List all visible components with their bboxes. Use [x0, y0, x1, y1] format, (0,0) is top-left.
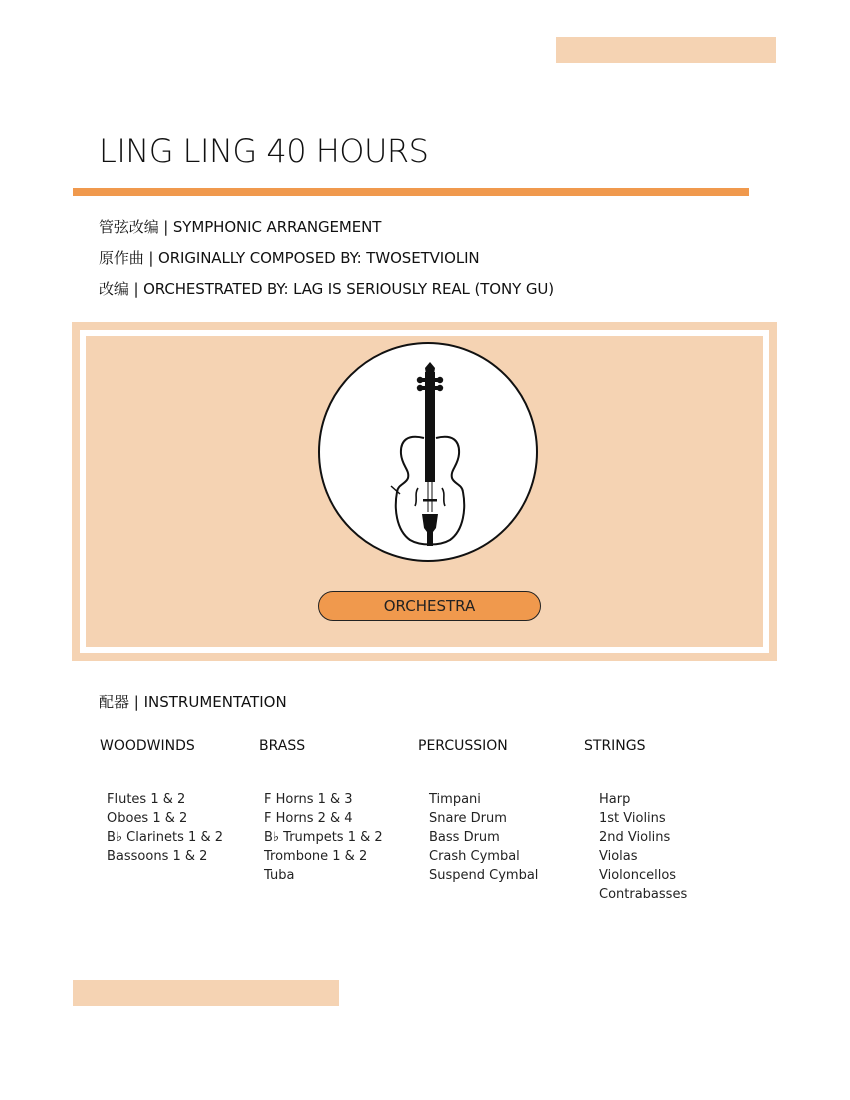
- list-item: F Horns 1 & 3: [264, 792, 353, 807]
- list-item: Violas: [599, 849, 638, 864]
- list-item: Timpani: [429, 792, 481, 807]
- list-item: 1st Violins: [599, 811, 666, 826]
- arrangement-subtitle: 管弦改编 | SYMPHONIC ARRANGEMENT: [99, 218, 382, 236]
- list-item: Trombone 1 & 2: [264, 849, 368, 864]
- section-heading-strings: STRINGS: [584, 738, 646, 754]
- list-item: Violoncellos: [599, 868, 677, 883]
- list-item: Bassoons 1 & 2: [107, 849, 208, 864]
- top-decorative-bar: [556, 37, 776, 63]
- bottom-decorative-bar: [73, 980, 339, 1006]
- list-item: Suspend Cymbal: [429, 868, 539, 883]
- list-item: 2nd Violins: [599, 830, 671, 845]
- list-item: Crash Cymbal: [429, 849, 520, 864]
- woodwinds-list: [107, 790, 223, 866]
- instrumentation-heading: 配器 | INSTRUMENTATION: [99, 693, 287, 711]
- title-underline-rule: [73, 188, 749, 196]
- section-heading-percussion: PERCUSSION: [418, 738, 508, 754]
- list-item: Harp: [599, 792, 631, 807]
- section-heading-brass: BRASS: [259, 738, 306, 754]
- composer-credit: 原作曲 | ORIGINALLY COMPOSED BY: TWOSETVIOLIN: [99, 249, 480, 267]
- list-item: Tuba: [264, 868, 295, 883]
- list-item: B♭ Trumpets 1 & 2: [264, 830, 383, 845]
- list-item: Snare Drum: [429, 811, 507, 826]
- page-title: LING LING 40 HOURS: [99, 132, 429, 170]
- violin-icon: [388, 362, 472, 552]
- list-item: B♭ Clarinets 1 & 2: [107, 830, 223, 845]
- brass-list: [264, 790, 383, 885]
- list-item: F Horns 2 & 4: [264, 811, 353, 826]
- percussion-list: [429, 790, 538, 885]
- list-item: Contrabasses: [599, 887, 688, 902]
- list-item: Flutes 1 & 2: [107, 792, 186, 807]
- orchestra-label-pill: ORCHESTRA: [318, 591, 541, 621]
- list-item: Oboes 1 & 2: [107, 811, 188, 826]
- orchestrator-credit: 改编 | ORCHESTRATED BY: LAG IS SERIOUSLY REAL (TONY GU): [99, 280, 554, 298]
- section-heading-woodwinds: WOODWINDS: [100, 738, 195, 754]
- list-item: Bass Drum: [429, 830, 500, 845]
- strings-list: [599, 790, 687, 904]
